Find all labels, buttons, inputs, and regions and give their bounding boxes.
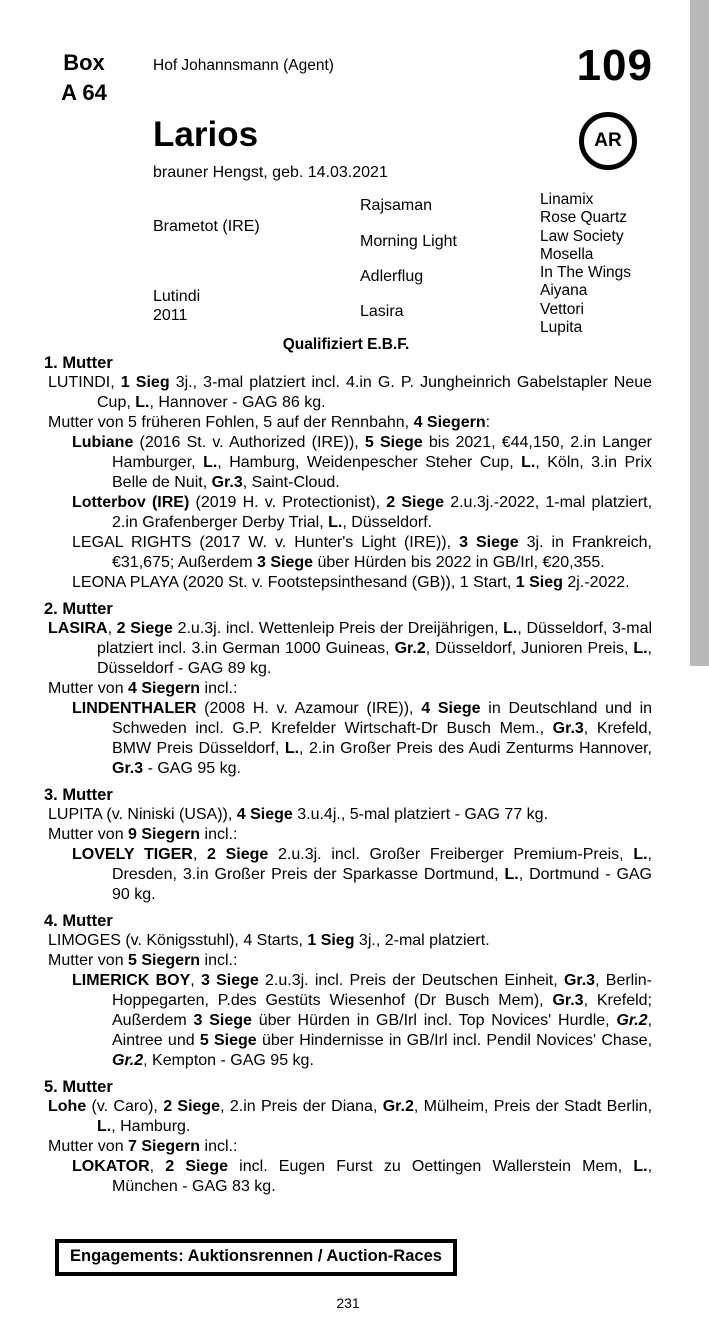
pedigree-paragraph: LIMOGES (v. Königsstuhl), 4 Starts, 1 Sieg 3j., 2-mal platziert. bbox=[48, 932, 490, 949]
pedigree-gen3-name: In The Wings bbox=[540, 264, 632, 282]
pedigree-paragraph: LEGAL RIGHTS (2017 W. v. Hunter's Light (IRE)), 3 Siege 3j. in Frankreich, €31,675; Außerdem 3 Siege über Hürden bis 2022 in GB/Irl, €20,355. bbox=[72, 534, 653, 571]
pedigree-paragraph: LOKATOR, 2 Siege incl. Eugen Furst zu Oettingen Wallerstein Mem, L., München - GAG 83 kg. bbox=[72, 1158, 653, 1195]
pedigree-paragraph: LEONA PLAYA (2020 St. v. Footstepsinthesand (GB)), 1 Start, 1 Sieg 2j.-2022. bbox=[72, 574, 630, 591]
pedigree-gen3-name: Linamix bbox=[540, 191, 594, 208]
engagements-label: Engagements: Auktionsrennen / Auction-Races bbox=[70, 1247, 442, 1265]
pedigree-sire-name: Brametot (IRE) bbox=[153, 218, 260, 235]
mutter-section-2 bbox=[44, 599, 652, 779]
page-number: 231 bbox=[336, 1295, 360, 1311]
pedigree-dam-name: Lutindi bbox=[153, 288, 201, 305]
scrollbar-thumb[interactable] bbox=[690, 0, 709, 666]
pedigree-gen3-name: Rose Quartz bbox=[540, 209, 628, 227]
mutter-section-4 bbox=[44, 911, 652, 1071]
section-title: 4. Mutter bbox=[44, 912, 113, 930]
pedigree-gen2-sire-sire: Rajsaman bbox=[360, 197, 433, 214]
pedigree-paragraph: Mutter von 9 Siegern incl.: bbox=[48, 826, 238, 843]
pedigree-paragraph: LUTINDI, 1 Sieg 3j., 3-mal platziert incl. 4.in G. P. Jungheinrich Gabelstapler Neue Cup, L., Hannover - GAG 86 kg. bbox=[48, 374, 653, 411]
section-title: 2. Mutter bbox=[44, 600, 113, 618]
brand-mark-badge bbox=[579, 112, 637, 170]
box-label: Box bbox=[63, 50, 105, 75]
lot-number: 109 bbox=[576, 41, 653, 90]
pedigree-gen2-sire-dam: Morning Light bbox=[360, 233, 457, 250]
pedigree-gen3-name: Mosella bbox=[540, 245, 594, 263]
engagements-box bbox=[55, 1239, 457, 1276]
pedigree-paragraph: LUPITA (v. Niniski (USA)), 4 Siege 3.u.4j., 5-mal platziert - GAG 77 kg. bbox=[48, 806, 549, 823]
section-title: 3. Mutter bbox=[44, 786, 113, 804]
pedigree-gen3-name: Lupita bbox=[540, 319, 583, 337]
horse-name: Larios bbox=[153, 115, 259, 154]
pedigree-paragraph: Mutter von 4 Siegern incl.: bbox=[48, 680, 238, 697]
pedigree-paragraph: LOVELY TIGER, 2 Siege 2.u.3j. incl. Großer Freiberger Premium-Preis, L., Dresden, 3.in Großer Preis der Sparkasse Dortmund, L., Dortmund - GAG 90 kg. bbox=[72, 846, 653, 903]
pedigree-gen2-dam-dam: Lasira bbox=[360, 303, 404, 320]
brand-mark-label: AR bbox=[594, 130, 622, 151]
pedigree-gen3-name: Law Society bbox=[540, 227, 624, 245]
pedigree-paragraph: Lohe (v. Caro), 2 Siege, 2.in Preis der Diana, Gr.2, Mülheim, Preis der Stadt Berlin, L., Hamburg. bbox=[48, 1098, 653, 1135]
pedigree-paragraph: LIMERICK BOY, 3 Siege 2.u.3j. incl. Preis der Deutschen Einheit, Gr.3, Berlin-Hoppegarten, P.des Gestüts Wiesenhof (Dr Busch Mem), Gr.3, Krefeld; Außerdem 3 Siege über Hürden in GB/Irl incl. Top Novices' Hurdle, Gr.2, Aintree und 5 Siege über Hindernisse in GB/Irl incl. Pendil Novices' Chase, Gr.2, Kempton - GAG 95 kg. bbox=[72, 972, 653, 1069]
pedigree-gen3-name: Aiyana bbox=[540, 282, 588, 300]
horse-description: brauner Hengst, geb. 14.03.2021 bbox=[153, 164, 388, 181]
pedigree-paragraph: Lotterbov (IRE) (2019 H. v. Protectionist), 2 Siege 2.u.3j.-2022, 1-mal platziert, 2.in Grafenberger Derby Trial, L., Düsseldorf. bbox=[72, 494, 653, 531]
pedigree-paragraph: LINDENTHALER (2008 H. v. Azamour (IRE)), 4 Siege in Deutschland und in Schweden incl. G.P. Krefelder Wirtschaft-Dr Busch Mem., Gr.3, Krefeld, BMW Preis Düsseldorf, L., 2.in Großer Preis des Audi Zenturms Hannover, Gr.3 - GAG 95 kg. bbox=[72, 700, 653, 777]
section-title: 5. Mutter bbox=[44, 1078, 113, 1096]
pedigree-paragraph: LASIRA, 2 Siege 2.u.3j. incl. Wettenleip Preis der Dreijährigen, L., Düsseldorf, 3-mal platziert incl. 3.in German 1000 Guineas, Gr.2, Düsseldorf, Junioren Preis, L., Düsseldorf - GAG 89 kg. bbox=[48, 620, 653, 677]
pedigree-gen3-column bbox=[540, 191, 631, 337]
pedigree-gen2-dam-sire: Adlerflug bbox=[360, 268, 424, 285]
pedigree-gen3-name: Vettori bbox=[540, 300, 584, 318]
mutter-section-3 bbox=[44, 785, 652, 905]
pedigree-paragraph: Lubiane (2016 St. v. Authorized (IRE)), 5 Siege bis 2021, €44,150, 2.in Langer Hamburger, L., Hamburg, Weidenpescher Steher Cup, L., Köln, 3.in Prix Belle de Nuit, Gr.3, Saint-Cloud. bbox=[72, 434, 653, 491]
mutter-sections bbox=[44, 353, 652, 1203]
pedigree-paragraph: Mutter von 5 früheren Fohlen, 5 auf der Rennbahn, 4 Siegern: bbox=[48, 414, 491, 431]
mutter-section-1 bbox=[44, 353, 652, 593]
pedigree-paragraph: Mutter von 7 Siegern incl.: bbox=[48, 1138, 238, 1155]
qualification-note: Qualifiziert E.B.F. bbox=[282, 336, 410, 353]
box-number: A 64 bbox=[61, 80, 107, 105]
mutter-section-5 bbox=[44, 1077, 652, 1197]
pedigree-dam-year: 2011 bbox=[153, 307, 188, 324]
section-title: 1. Mutter bbox=[44, 354, 113, 372]
consignor-name: Hof Johannsmann (Agent) bbox=[153, 57, 334, 74]
pedigree-paragraph: Mutter von 5 Siegern incl.: bbox=[48, 952, 238, 969]
